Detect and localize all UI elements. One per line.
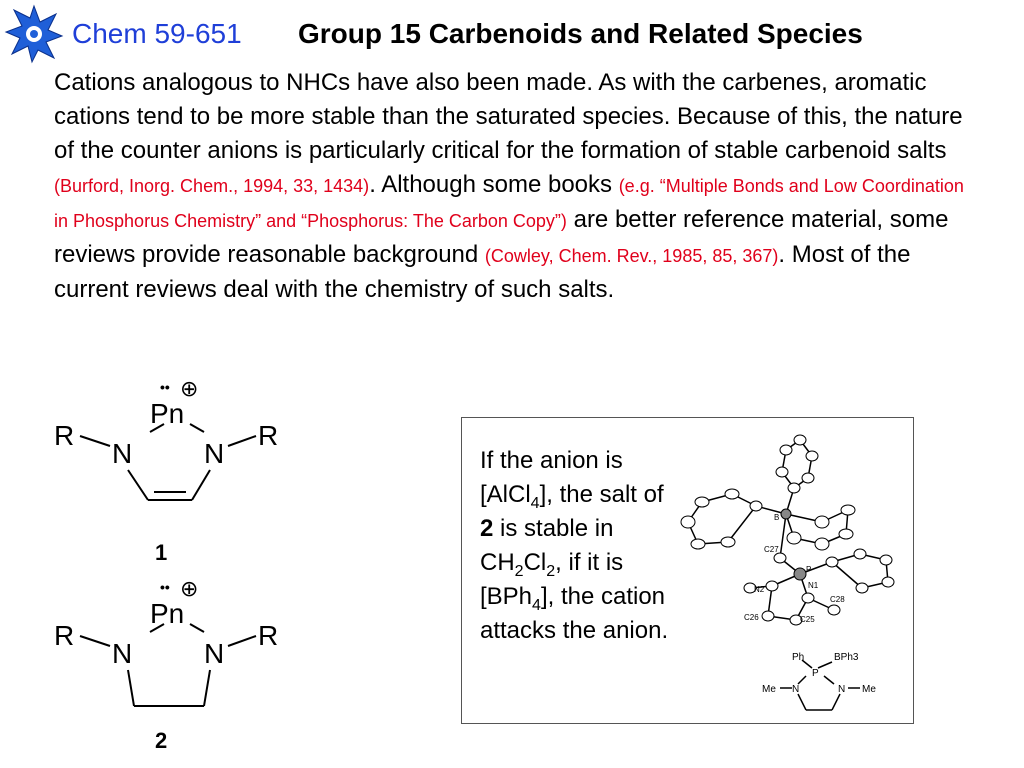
atom-label-c26: C26	[744, 613, 759, 622]
structure-2-pn: Pn	[150, 598, 185, 629]
crystal-atoms	[681, 435, 894, 625]
scheme-n-left: N	[792, 684, 800, 695]
atom-label-c27: C27	[764, 545, 779, 554]
note-sub-2: 2	[514, 562, 524, 580]
structure-1-r-left: R	[54, 420, 75, 451]
structure-1-charge: ⊕	[180, 376, 199, 401]
structure-1	[50, 378, 300, 518]
note-text-3: is stable in CH	[480, 515, 614, 576]
scheme-bph3: BPh3	[834, 652, 859, 663]
note-sub-4: 4	[532, 596, 541, 614]
structure-2-charge: ⊕	[180, 576, 199, 601]
structure-1-n-left: N	[112, 438, 133, 469]
structure-2	[50, 578, 300, 718]
atom-label-b: B	[774, 513, 780, 522]
scheme-me-right: Me	[862, 684, 876, 695]
course-code: Chem 59-651	[72, 18, 242, 49]
note-text-4: Cl	[523, 549, 547, 576]
structure-1-r-right: R	[258, 420, 279, 451]
structure-2-n-left: N	[112, 638, 133, 669]
note-sub-3: 2	[546, 562, 556, 580]
body-text-1: Cations analogous to NHCs have also been made. As with the carbenes, aromatic cations tend to be more stable than the saturated species. Because of this, the nature of the counter anions is particularly critical for the formation of stable carbenoid salts	[54, 69, 963, 164]
note-sub-1: 4	[530, 494, 540, 512]
body-paragraph	[54, 66, 969, 307]
note-text-6: ], the cation attacks the anion.	[480, 583, 669, 644]
atom-label-c25: C25	[800, 615, 815, 624]
note-text-1: If the anion is [AlCl	[480, 447, 623, 508]
body-text-2: . Although some books	[369, 171, 619, 198]
atom-label-c28: C28	[830, 595, 845, 604]
structure-1-pn: Pn	[150, 398, 185, 429]
note-text-2: ], the salt of	[539, 481, 664, 508]
atom-label-n1: N1	[808, 581, 819, 590]
scheme-p: P	[812, 668, 819, 679]
structure-2-r-left: R	[54, 620, 75, 651]
structure-1-n-right: N	[204, 438, 225, 469]
structure-2-r-right: R	[258, 620, 279, 651]
atom-label-n2: N2	[754, 585, 765, 594]
reference-burford: (Burford, Inorg. Chem., 1994, 33, 1434)	[54, 176, 370, 196]
note-compound-ref: 2	[480, 515, 494, 542]
blue-star-logo-icon	[4, 4, 64, 64]
body-text-4: . Most of the current reviews deal with the chemistry of such salts.	[54, 241, 911, 303]
atom-label-p: P	[806, 565, 812, 574]
reference-books: (e.g. “Multiple Bonds and Low Coordination in Phosphorus Chemistry” and “Phosphorus: The Carbon Copy”)	[54, 176, 964, 231]
slide-title: Group 15 Carbenoids and Related Species	[298, 18, 863, 49]
compound-2-label: 2	[155, 728, 168, 753]
structure-2-lone-pair: ••	[160, 579, 170, 595]
scheme-me-left: Me	[762, 684, 776, 695]
scheme-n-right: N	[838, 684, 846, 695]
crystal-bonds	[688, 440, 888, 620]
note-text	[480, 444, 670, 648]
note-text-5: , if it is [BPh	[480, 549, 624, 610]
crystal-structure-figure	[672, 426, 912, 716]
scheme-ph: Ph	[792, 652, 805, 663]
structure-1-lone-pair: ••	[160, 379, 170, 395]
structure-2-n-right: N	[204, 638, 225, 669]
compound-1-label: 1	[155, 540, 168, 565]
reference-cowley: (Cowley, Chem. Rev., 1985, 85, 367)	[484, 246, 779, 266]
body-text-3: are better reference material, some reviews provide reasonable background	[54, 206, 949, 268]
